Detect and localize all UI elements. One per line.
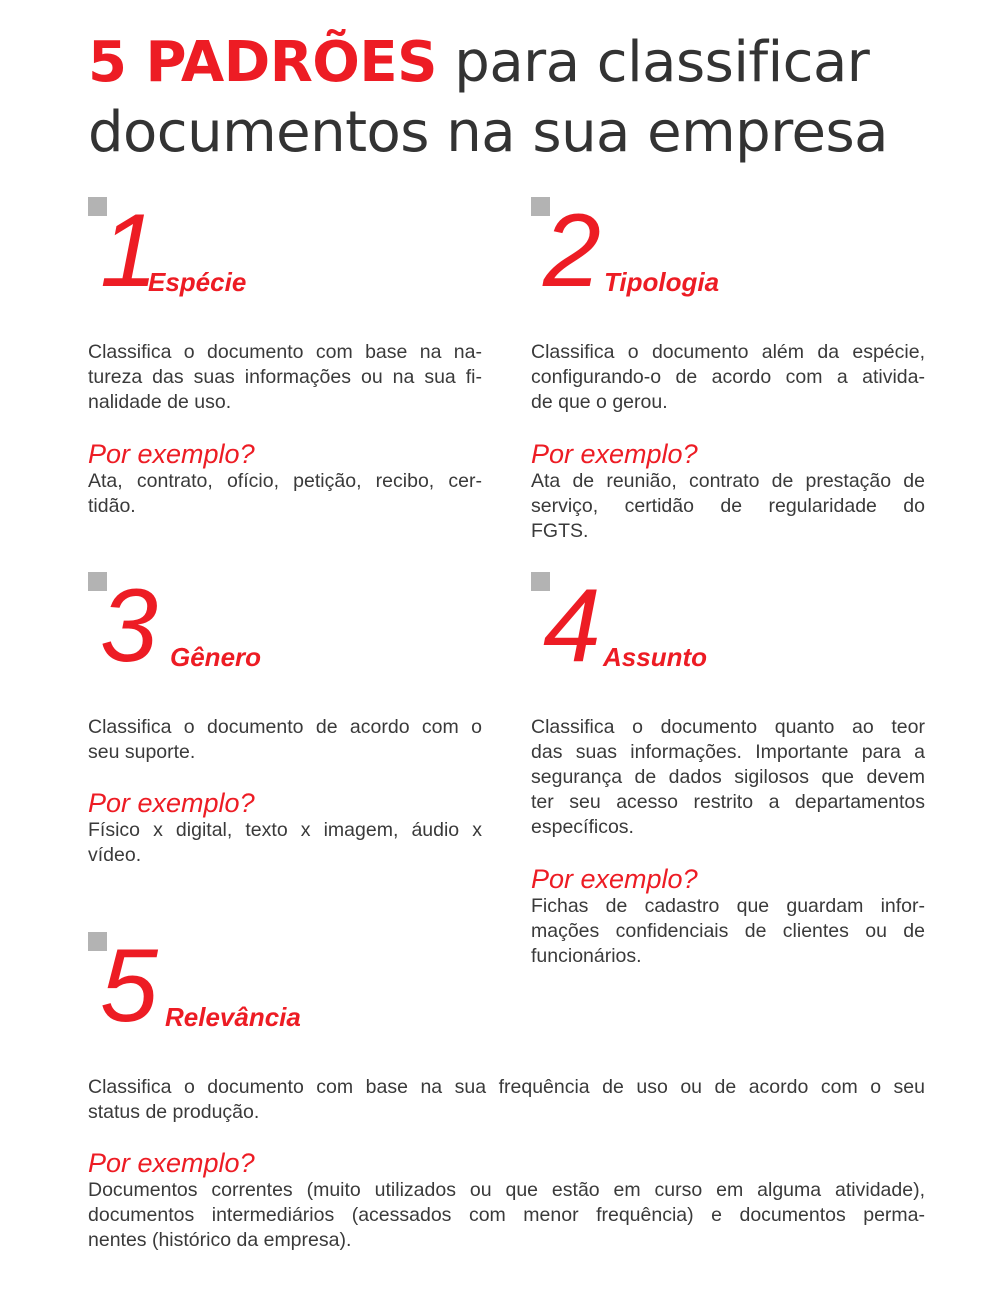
section-example: [531, 894, 925, 969]
example-line: vídeo.: [88, 844, 142, 866]
section-description: [88, 340, 482, 415]
description-line: de que o gerou.: [531, 391, 668, 413]
description-line: status de produção.: [88, 1101, 260, 1123]
example-heading: Por exemplo?: [531, 439, 698, 469]
example-heading: Por exemplo?: [531, 864, 698, 894]
section-number: 5: [100, 928, 158, 1044]
description-line: Classifica o documento com base na na-: [88, 341, 482, 363]
title-line1-rest: para classificar: [437, 30, 870, 95]
example-line: Fichas de cadastro que guardam infor-: [531, 895, 925, 917]
description-line: Classifica o documento com base na sua frequência de uso ou de acordo com o seu: [88, 1076, 925, 1098]
example-line: Ata, contrato, ofício, petição, recibo, cer-: [88, 470, 482, 492]
page-title: [88, 28, 888, 168]
section-number: 3: [100, 568, 158, 684]
description-line: ter seu acesso restrito a departamentos: [531, 791, 925, 813]
description-line: Classifica o documento de acordo com o: [88, 716, 482, 738]
section-description: [88, 1075, 925, 1125]
section-label: Relevância: [165, 1002, 301, 1032]
description-line: das suas informações. Importante para a: [531, 741, 925, 763]
title-highlight: 5 PADRÕES: [88, 30, 437, 95]
example-line: FGTS.: [531, 520, 589, 542]
section-label: Tipologia: [604, 267, 720, 297]
section-example: [531, 469, 925, 544]
example-line: Físico x digital, texto x imagem, áudio x: [88, 819, 482, 841]
example-line: mações confidenciais de clientes ou de: [531, 920, 925, 942]
section-example: [88, 469, 482, 519]
section-example: [88, 1178, 925, 1253]
description-line: Classifica o documento quanto ao teor: [531, 716, 925, 738]
section-description: [88, 715, 482, 765]
description-line: configurando-o de acordo com a ativida-: [531, 366, 925, 388]
example-line: Ata de reunião, contrato de prestação de: [531, 470, 925, 492]
section-label: Assunto: [603, 642, 707, 672]
description-line: tureza das suas informações ou na sua fi-: [88, 366, 482, 388]
description-line: segurança de dados sigilosos que devem: [531, 766, 925, 788]
example-line: documentos intermediários (acessados com menor frequência) e documentos perma-: [88, 1204, 925, 1226]
example-line: nentes (histórico da empresa).: [88, 1229, 352, 1251]
section-example: [88, 818, 482, 868]
example-line: serviço, certidão de regularidade do: [531, 495, 925, 517]
description-line: nalidade de uso.: [88, 391, 232, 413]
section-number: 4: [543, 568, 601, 684]
section-description: [531, 715, 925, 840]
title-line2: documentos na sua empresa: [88, 100, 888, 165]
section-description: [531, 340, 925, 415]
description-line: específicos.: [531, 816, 634, 838]
description-line: seu suporte.: [88, 741, 196, 763]
example-line: tidão.: [88, 495, 136, 517]
section-number: 2: [543, 193, 601, 309]
section-number: 1: [100, 193, 158, 309]
section-label: Espécie: [148, 267, 247, 297]
description-line: Classifica o documento além da espécie,: [531, 341, 925, 363]
example-heading: Por exemplo?: [88, 1148, 255, 1178]
example-heading: Por exemplo?: [88, 439, 255, 469]
example-line: funcionários.: [531, 945, 642, 967]
example-line: Documentos correntes (muito utilizados ou que estão em curso em alguma atividade),: [88, 1179, 925, 1201]
section-label: Gênero: [170, 642, 262, 672]
example-heading: Por exemplo?: [88, 788, 255, 818]
